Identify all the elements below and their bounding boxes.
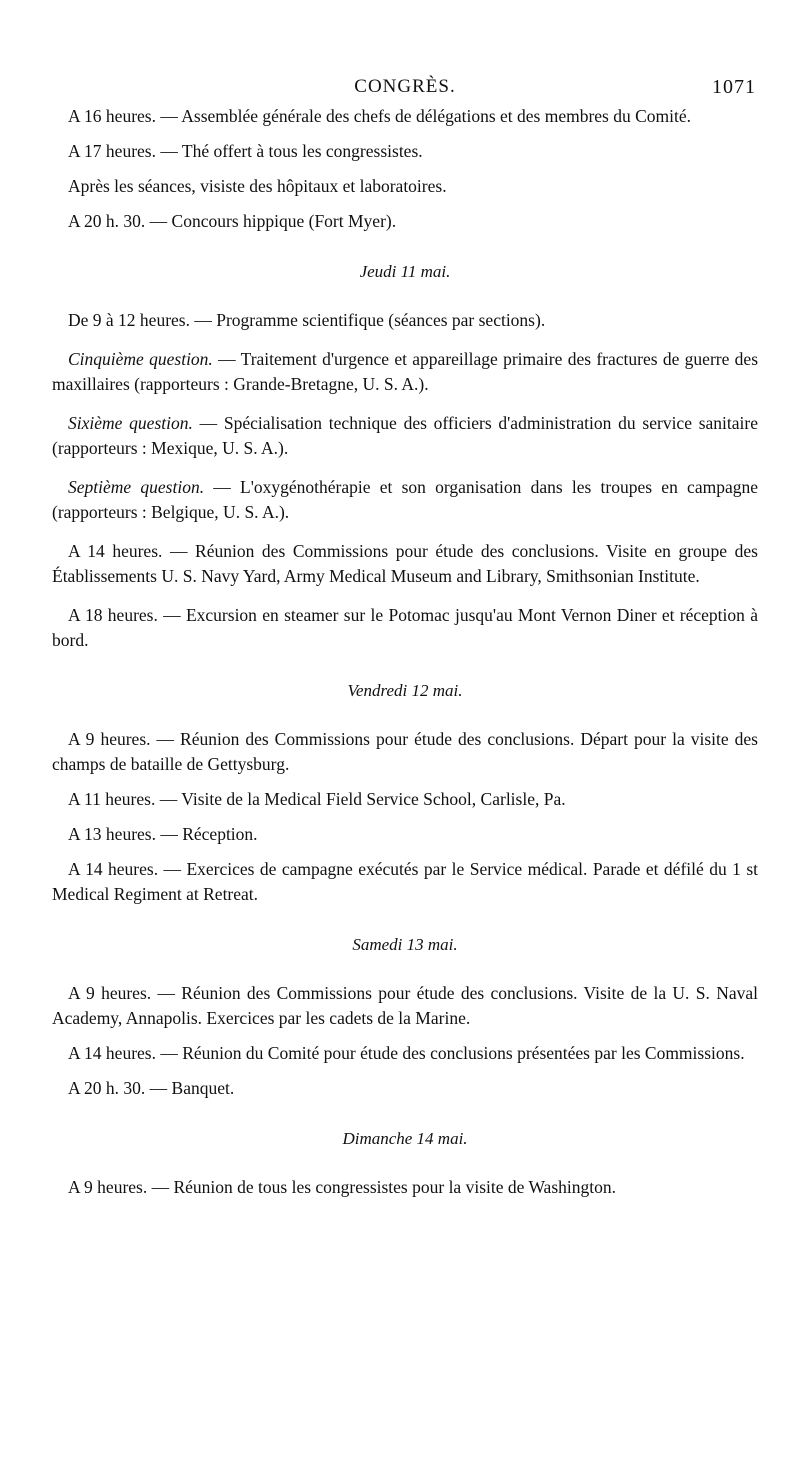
program-entry: A 18 heures. — Excursion en steamer sur le Potomac jusqu'au Mont Vernon Diner et réception à bord. [52,605,758,650]
question-text: — L'oxygénothérapie et son organisation dans les troupes en campagne (rapporteurs : Belgique, U. S. A.). [52,477,758,522]
program-entry: A 16 heures. — Assemblée générale des chefs de délégations et des membres du Comité. [68,106,692,126]
day-heading: Jeudi 11 mai. [359,262,451,281]
program-entry: A 14 heures. — Réunion des Commissions pour étude des conclusions. Visite en groupe des Établissements U. S. Navy Yard, Army Medical Museum and Library, Smithsonian Institute. [52,541,758,586]
question-entry [52,347,758,397]
page-number: 1071 [712,76,756,98]
program-entry: Après les séances, visiste des hôpitaux et laboratoires. [68,176,447,196]
program-entry: A 9 heures. — Réunion des Commissions pour étude des conclusions. Visite de la U. S. Naval Academy, Annapolis. Exercices par les cadets de la Marine. [52,983,758,1028]
program-entry: A 13 heures. — Réception. [68,824,258,844]
running-header [52,70,758,104]
question-label: Sixième question. [68,413,193,433]
day-heading: Dimanche 14 mai. [342,1129,468,1148]
day-heading: Vendredi 12 mai. [347,681,463,700]
document-page [52,70,758,1210]
program-entry: A 14 heures. — Exercices de campagne exécutés par le Service médical. Parade et défilé du 1 st Medical Regiment at Retreat. [52,859,758,904]
question-text: — Spécialisation technique des officiers d'administration du service sanitaire (rapporteurs : Mexique, U. S. A.). [52,413,759,458]
program-entry: A 11 heures. — Visite de la Medical Field Service School, Carlisle, Pa. [68,789,566,809]
day-heading: Samedi 13 mai. [352,935,458,954]
question-label: Cinquième question. [68,349,213,369]
program-entry: A 9 heures. — Réunion des Commissions pour étude des conclusions. Départ pour la visite des champs de bataille de Gettysburg. [52,729,758,774]
question-entry [52,475,758,525]
question-label: Septième question. [68,477,205,497]
program-entry: A 20 h. 30. — Banquet. [68,1078,235,1098]
program-entry: A 20 h. 30. — Concours hippique (Fort Myer). [68,211,397,231]
running-title: CONGRÈS. [354,76,456,97]
program-entry: A 9 heures. — Réunion de tous les congressistes pour la visite de Washington. [68,1177,616,1197]
question-text: — Traitement d'urgence et appareillage primaire des fractures de guerre des maxillaires (rapporteurs : Grande-Bretagne, U. S. A.). [52,349,758,394]
program-entry: A 14 heures. — Réunion du Comité pour étude des conclusions présentées par les Commissions. [68,1043,745,1063]
program-entry: De 9 à 12 heures. — Programme scientifique (séances par sections). [68,310,546,330]
program-entry: A 17 heures. — Thé offert à tous les congressistes. [68,141,423,161]
question-entry [52,411,758,461]
